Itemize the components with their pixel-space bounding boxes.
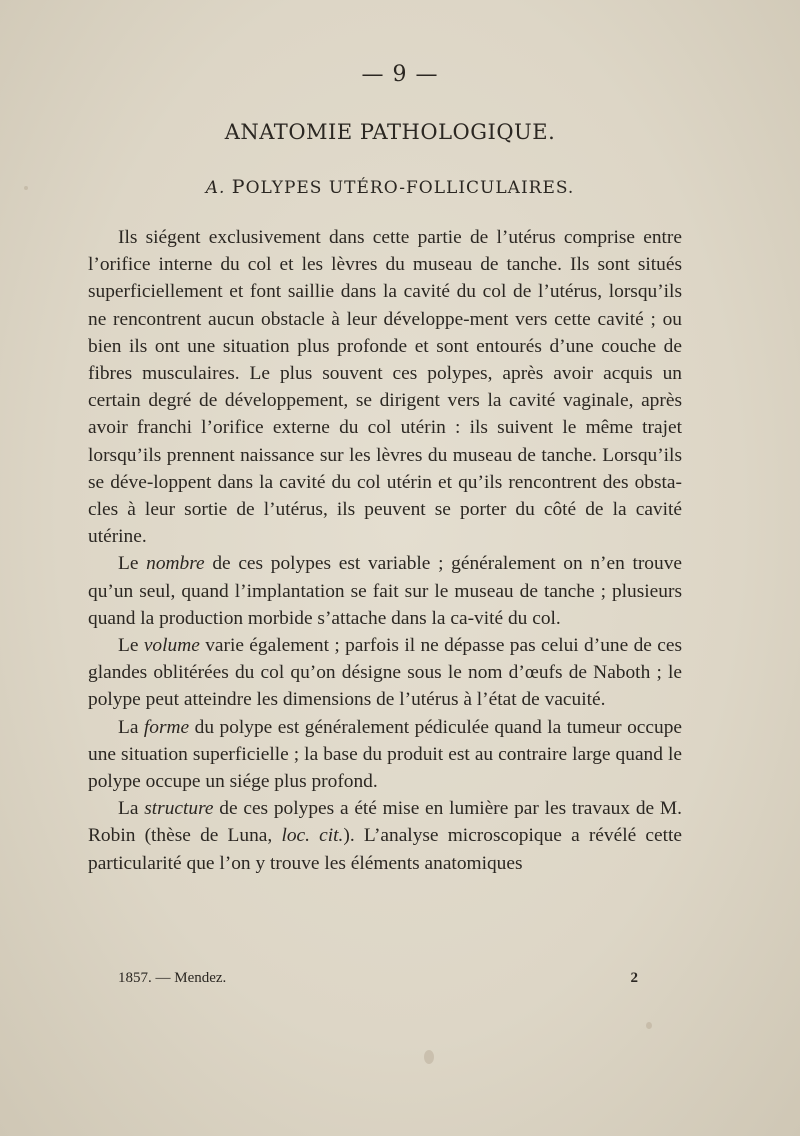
paragraph — [88, 714, 682, 796]
italic-term: volume — [143, 635, 200, 657]
paragraph-text: Le — [118, 553, 147, 575]
paragraph-text: de ces polypes est variable ; généralement on n’en trouve qu’un seul, quand l’implantation se fait sur le museau de tanche ; plusieurs quand la production morbide s’attache dans la ca-vité du col. — [88, 553, 682, 629]
subsection-title-rest: OLYPES UTÉRO-FOLLICULAIRES. — [245, 178, 575, 198]
body-text — [88, 224, 682, 877]
italic-term: loc. cit. — [281, 825, 344, 847]
page-number: — 9 — — [361, 62, 439, 87]
paragraph-text: La — [118, 798, 145, 820]
italic-term: nombre — [146, 553, 205, 575]
paragraph-text: Le — [118, 635, 144, 657]
paragraph-text: La — [118, 716, 144, 738]
paragraph-text: du polype est généralement pédiculée quand la tumeur occupe une situation superficielle ; la base du produit est au contraire large quand le polype occupe un siége plus profond. — [88, 716, 682, 793]
paragraph — [88, 795, 682, 877]
subsection-title-initial: P — [231, 176, 246, 198]
paragraph — [88, 632, 682, 714]
sheet-number: 2 — [630, 970, 638, 986]
italic-term: structure — [144, 798, 214, 820]
printer-signature: 1857. — Mendez. — [118, 970, 227, 986]
paper-stain — [646, 1022, 652, 1029]
italic-term: forme — [143, 716, 190, 738]
paragraph-text: ). L’analyse microscopique a révélé cette particularité que l’on y trouve les éléments anatomiques — [88, 825, 682, 874]
paragraph-text: varie également ; parfois il ne dépasse pas celui d’une de ces glandes oblitérées du col qu’on désigne sous le nom d’œufs de Naboth ; le polype peut atteindre les dimensions de l’utérus à l’état de vacuité. — [88, 635, 682, 711]
paragraph-text: de ces polypes a été mise en lumière par les travaux de M. Robin (thèse de Luna, — [88, 798, 682, 847]
paragraph — [88, 550, 682, 632]
section-title: ANATOMIE PATHOLOGIQUE. — [224, 120, 556, 144]
paragraph — [88, 224, 682, 550]
paragraph-text: Ils siégent exclusivement dans cette partie de l’utérus comprise entre l’orifice interne du col et les lèvres du museau de tanche. Ils sont situés superficiellement et font saillie dans la cavité du col de l’utérus, lorsqu’ils ne rencontrent aucun obstacle à leur développe-ment vers cette cavité ; ou bien ils ont une situation plus profonde et sont entourés d’une couche de fibres musculaires. Le plus souvent ces polypes, après avoir acquis un certain degré de développement, se dirigent vers la cavité vaginale, après avoir franchi l’orifice externe du col utérin : ils suivent le même trajet lorsqu’ils prennent naissance sur les lèvres du museau de tanche. Lorsqu’ils se déve-loppent dans la cavité du col utérin et qu’ils rencontrent des obsta-cles à leur sortie de l’utérus, ils peuvent se porter du côté de la cavité utérine. — [88, 227, 682, 548]
paper-stain — [424, 1050, 434, 1064]
subsection-title — [0, 176, 780, 198]
subsection-number: A. — [205, 178, 226, 198]
